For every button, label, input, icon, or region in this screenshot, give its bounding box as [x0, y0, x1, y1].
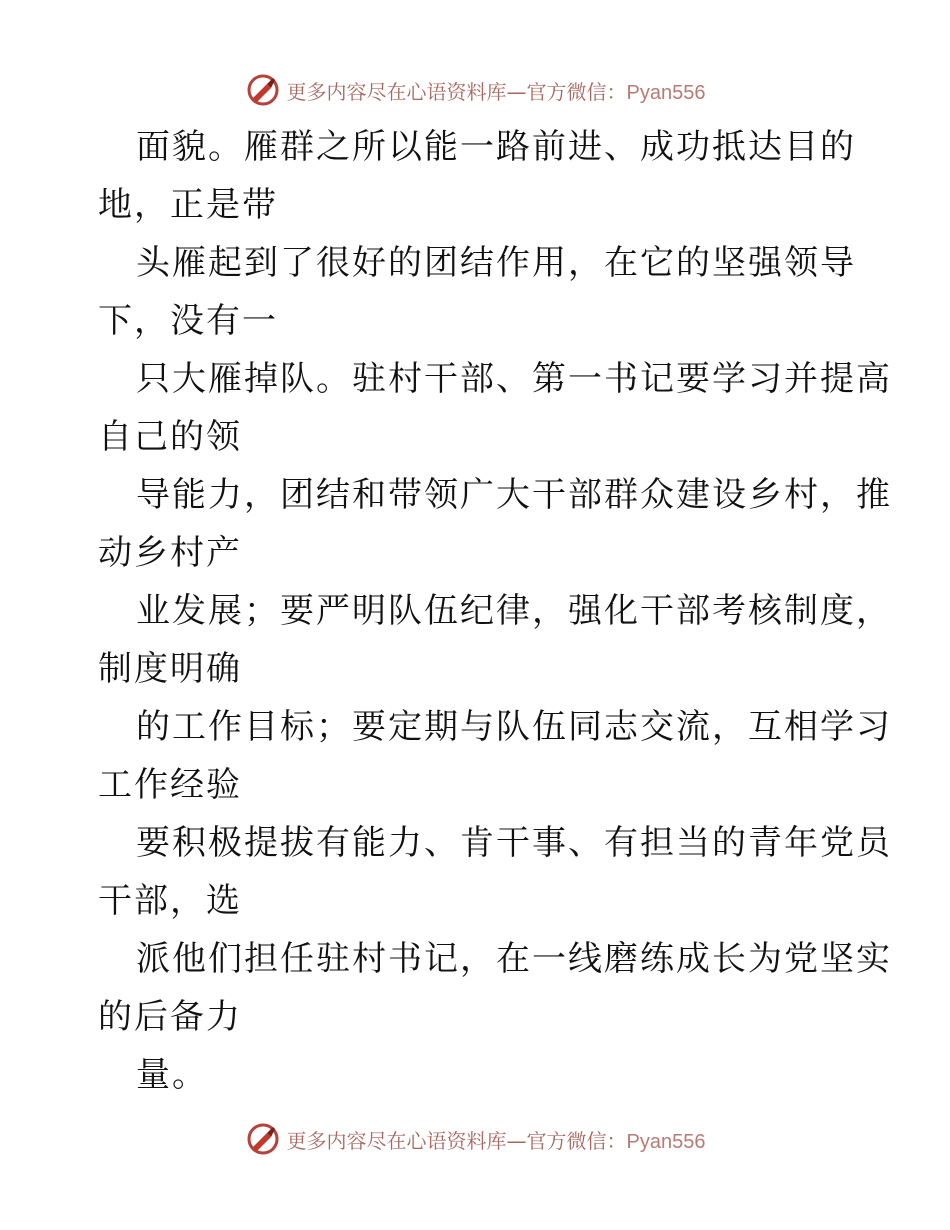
text-line: 动乡村产 — [98, 533, 242, 573]
text-line: 业发展；要严明队伍纪律，强化干部考核制度， — [136, 591, 892, 631]
text-line: 工作经验 — [98, 765, 242, 805]
text-line: 导能力，团结和带领广大干部群众建设乡村，推 — [136, 475, 892, 515]
watermark-text: 更多内容尽在心语资料库—官方微信：Pyan556 — [286, 1128, 706, 1153]
pen-logo-icon — [245, 1121, 281, 1157]
text-line: 派他们担任驻村书记，在一线磨练成长为党坚实 — [136, 939, 892, 979]
text-line: 自己的领 — [98, 417, 242, 457]
text-line: 的后备力 — [98, 997, 242, 1037]
document-body — [98, 118, 892, 1104]
text-line: 干部，选 — [98, 881, 242, 921]
text-line: 只大雁掉队。驻村干部、第一书记要学习并提高 — [136, 359, 892, 399]
watermark-text: 更多内容尽在心语资料库—官方微信：Pyan556 — [286, 79, 706, 104]
footer-watermark — [0, 1121, 950, 1157]
text-line: 面貌。雁群之所以能一路前进、成功抵达目的 — [136, 127, 856, 167]
text-line: 要积极提拔有能力、肯干事、有担当的青年党员 — [136, 823, 892, 863]
text-line: 头雁起到了很好的团结作用，在它的坚强领导 — [136, 243, 856, 283]
text-line: 制度明确 — [98, 649, 242, 689]
header-watermark — [0, 72, 950, 108]
text-line: 量。 — [136, 1055, 208, 1095]
text-line: 的工作目标；要定期与队伍同志交流，互相学习 — [136, 707, 892, 747]
text-line: 地，正是带 — [98, 185, 278, 225]
text-line: 下，没有一 — [98, 301, 278, 341]
pen-logo-icon — [245, 72, 281, 108]
